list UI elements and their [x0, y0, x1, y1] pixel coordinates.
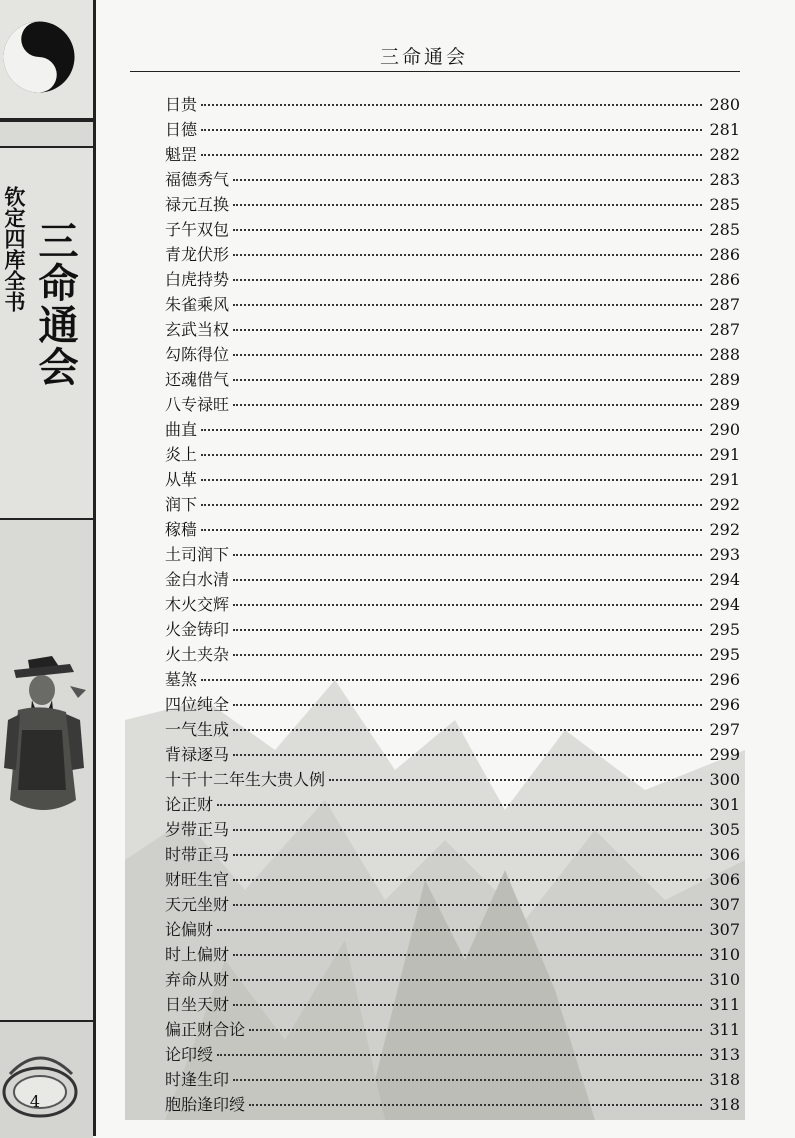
- toc-entry-title: 财旺生官: [165, 870, 230, 889]
- toc-entry-title: 稼穑: [165, 520, 198, 539]
- toc-entry-title: 墓煞: [165, 670, 198, 689]
- toc-leader-dots: [217, 1054, 702, 1056]
- series-title: 钦定四库全书: [2, 186, 27, 312]
- toc-leader-dots: [233, 354, 702, 356]
- toc-entry-title: 论正财: [165, 795, 214, 814]
- toc-entry-page: 280: [709, 95, 740, 114]
- toc-entry-page: 288: [709, 345, 740, 364]
- toc-leader-dots: [233, 329, 702, 331]
- ornament-icon: [0, 1022, 90, 1132]
- toc-leader-dots: [233, 879, 702, 881]
- toc-leader-dots: [233, 179, 702, 181]
- toc-entry-title: 润下: [165, 495, 198, 514]
- toc-entry-title: 火土夹杂: [165, 645, 230, 664]
- page-number: 4: [29, 1092, 41, 1111]
- toc-leader-dots: [233, 654, 702, 656]
- toc-entry[interactable]: [165, 817, 740, 842]
- toc-entry-page: 310: [709, 970, 740, 989]
- toc-entry[interactable]: [165, 442, 740, 467]
- spine-top-panel: [0, 0, 93, 122]
- toc-entry-title: 论印绶: [165, 1045, 214, 1064]
- toc-entry-page: 307: [709, 920, 740, 939]
- toc-entry-title: 日坐天财: [165, 995, 230, 1014]
- toc-entry-page: 295: [709, 645, 740, 664]
- toc-entry[interactable]: [165, 292, 740, 317]
- toc-entry-title: 一气生成: [165, 720, 230, 739]
- toc-entry-title: 四位纯全: [165, 695, 230, 714]
- toc-leader-dots: [233, 629, 702, 631]
- toc-leader-dots: [217, 804, 702, 806]
- toc-entry-page: 306: [709, 870, 740, 889]
- toc-entry[interactable]: [165, 367, 740, 392]
- toc-entry[interactable]: [165, 517, 740, 542]
- toc-leader-dots: [233, 254, 702, 256]
- toc-leader-dots: [201, 504, 702, 506]
- toc-entry-page: 282: [709, 145, 740, 164]
- toc-entry[interactable]: [165, 317, 740, 342]
- toc-entry[interactable]: [165, 942, 740, 967]
- toc-entry-title: 日德: [165, 120, 198, 139]
- toc-entry[interactable]: [165, 592, 740, 617]
- toc-entry[interactable]: [165, 642, 740, 667]
- toc-entry-title: 胞胎逢印绶: [165, 1095, 246, 1114]
- book-spine-panel: [0, 0, 96, 1136]
- toc-entry[interactable]: [165, 417, 740, 442]
- toc-entry-page: 297: [709, 720, 740, 739]
- toc-entry-title: 时逢生印: [165, 1070, 230, 1089]
- toc-leader-dots: [217, 929, 702, 931]
- toc-entry-page: 311: [709, 995, 740, 1014]
- toc-entry-page: 281: [709, 120, 740, 139]
- toc-entry-title: 木火交辉: [165, 595, 230, 614]
- toc-leader-dots: [201, 429, 702, 431]
- toc-entry-page: 289: [709, 370, 740, 389]
- toc-leader-dots: [233, 579, 702, 581]
- toc-entry-title: 背禄逐马: [165, 745, 230, 764]
- toc-entry-page: 313: [709, 1045, 740, 1064]
- toc-leader-dots: [233, 304, 702, 306]
- toc-entry-page: 306: [709, 845, 740, 864]
- toc-entry[interactable]: [165, 142, 740, 167]
- toc-leader-dots: [233, 854, 702, 856]
- toc-entry[interactable]: [165, 392, 740, 417]
- spine-book-title: 三命通会: [32, 220, 79, 388]
- toc-entry-title: 朱雀乘风: [165, 295, 230, 314]
- toc-entry-page: 287: [709, 295, 740, 314]
- toc-entry-page: 310: [709, 945, 740, 964]
- toc-entry-page: 289: [709, 395, 740, 414]
- toc-entry-title: 玄武当权: [165, 320, 230, 339]
- toc-entry[interactable]: [165, 617, 740, 642]
- toc-entry[interactable]: [165, 992, 740, 1017]
- toc-entry[interactable]: [165, 492, 740, 517]
- toc-entry[interactable]: [165, 842, 740, 867]
- running-header-title: 三命通会: [380, 46, 469, 68]
- toc-entry[interactable]: [165, 267, 740, 292]
- toc-entry[interactable]: [165, 92, 740, 117]
- toc-entry-title: 魁罡: [165, 145, 198, 164]
- toc-entry-page: 318: [709, 1070, 740, 1089]
- toc-leader-dots: [233, 704, 702, 706]
- toc-entry-page: 294: [709, 570, 740, 589]
- toc-entry-title: 从革: [165, 470, 198, 489]
- toc-entry[interactable]: [165, 1042, 740, 1067]
- toc-entry[interactable]: [165, 1067, 740, 1092]
- toc-entry-title: 福德秀气: [165, 170, 230, 189]
- toc-entry-title: 子午双包: [165, 220, 230, 239]
- toc-entry-page: 291: [709, 445, 740, 464]
- toc-leader-dots: [233, 379, 702, 381]
- toc-entry-page: 299: [709, 745, 740, 764]
- toc-entry-page: 285: [709, 220, 740, 239]
- toc-leader-dots: [201, 529, 702, 531]
- toc-entry-page: 301: [709, 795, 740, 814]
- toc-entry-title: 论偏财: [165, 920, 214, 939]
- toc-entry[interactable]: [165, 117, 740, 142]
- toc-entry-page: 290: [709, 420, 740, 439]
- toc-entry-title: 时上偏财: [165, 945, 230, 964]
- toc-entry[interactable]: [165, 242, 740, 267]
- toc-entry-page: 318: [709, 1095, 740, 1114]
- toc-leader-dots: [329, 779, 702, 781]
- toc-leader-dots: [201, 129, 702, 131]
- toc-leader-dots: [233, 604, 702, 606]
- toc-leader-dots: [233, 554, 702, 556]
- toc-entry-title: 青龙伏形: [165, 245, 230, 264]
- toc-entry-page: 296: [709, 670, 740, 689]
- toc-entry[interactable]: [165, 192, 740, 217]
- toc-leader-dots: [249, 1104, 702, 1106]
- toc-entry-title: 岁带正马: [165, 820, 230, 839]
- toc-leader-dots: [233, 979, 702, 981]
- toc-leader-dots: [201, 154, 702, 156]
- spine-bottom-panel: [0, 1020, 93, 1138]
- toc-entry[interactable]: [165, 892, 740, 917]
- toc-entry[interactable]: [165, 1017, 740, 1042]
- header-rule: [130, 71, 740, 72]
- toc-entry-title: 炎上: [165, 445, 198, 464]
- toc-entry-title: 曲直: [165, 420, 198, 439]
- toc-entry-title: 八专禄旺: [165, 395, 230, 414]
- toc-entry-page: 286: [709, 270, 740, 289]
- toc-entry[interactable]: [165, 467, 740, 492]
- toc-entry-page: 305: [709, 820, 740, 839]
- toc-entry[interactable]: [165, 342, 740, 367]
- toc-leader-dots: [233, 729, 702, 731]
- toc-entry[interactable]: [165, 717, 740, 742]
- toc-leader-dots: [233, 1004, 702, 1006]
- toc-entry-title: 金白水清: [165, 570, 230, 589]
- toc-entry-title: 还魂借气: [165, 370, 230, 389]
- toc-entry-page: 296: [709, 695, 740, 714]
- toc-entry[interactable]: [165, 967, 740, 992]
- toc-entry[interactable]: [165, 742, 740, 767]
- toc-entry-page: 311: [709, 1020, 740, 1039]
- toc-entry[interactable]: [165, 692, 740, 717]
- toc-entry-page: 293: [709, 545, 740, 564]
- toc-entry-page: 300: [709, 770, 740, 789]
- toc-entry-title: 火金铸印: [165, 620, 230, 639]
- toc-entry[interactable]: [165, 167, 740, 192]
- toc-leader-dots: [233, 754, 702, 756]
- toc-entry-title: 天元坐财: [165, 895, 230, 914]
- toc-leader-dots: [249, 1029, 702, 1031]
- toc-entry[interactable]: [165, 1092, 740, 1117]
- toc-entry[interactable]: [165, 917, 740, 942]
- toc-leader-dots: [233, 1079, 702, 1081]
- toc-entry-page: 307: [709, 895, 740, 914]
- toc-entry[interactable]: [165, 867, 740, 892]
- toc-entry-title: 时带正马: [165, 845, 230, 864]
- toc-entry-title: 勾陈得位: [165, 345, 230, 364]
- toc-leader-dots: [233, 404, 702, 406]
- toc-leader-dots: [201, 679, 702, 681]
- toc-entry-page: 283: [709, 170, 740, 189]
- toc-entry-page: 291: [709, 470, 740, 489]
- toc-entry-page: 292: [709, 520, 740, 539]
- toc-entry-page: 285: [709, 195, 740, 214]
- toc-entry[interactable]: [165, 542, 740, 567]
- taiji-icon: [2, 20, 76, 94]
- deity-figure-illustration: [0, 650, 90, 840]
- toc-entry[interactable]: [165, 567, 740, 592]
- toc-entry-page: 287: [709, 320, 740, 339]
- toc-entry-title: 土司润下: [165, 545, 230, 564]
- toc-leader-dots: [233, 204, 702, 206]
- toc-entry-title: 禄元互换: [165, 195, 230, 214]
- toc-entry-title: 弃命从财: [165, 970, 230, 989]
- toc-entry-page: 295: [709, 620, 740, 639]
- toc-leader-dots: [233, 954, 702, 956]
- toc-entry-page: 286: [709, 245, 740, 264]
- toc-entry[interactable]: [165, 667, 740, 692]
- toc-leader-dots: [201, 454, 702, 456]
- toc-leader-dots: [233, 904, 702, 906]
- toc-entry-page: 292: [709, 495, 740, 514]
- toc-entry[interactable]: [165, 217, 740, 242]
- toc-leader-dots: [201, 104, 702, 106]
- toc-entry[interactable]: [165, 792, 740, 817]
- table-of-contents: [165, 92, 740, 1117]
- toc-leader-dots: [233, 279, 702, 281]
- toc-leader-dots: [233, 829, 702, 831]
- toc-entry-title: 偏正财合论: [165, 1020, 246, 1039]
- toc-entry-title: 十干十二年生大贵人例: [165, 770, 326, 789]
- toc-entry-page: 294: [709, 595, 740, 614]
- toc-entry[interactable]: [165, 767, 740, 792]
- toc-entry-title: 白虎持势: [165, 270, 230, 289]
- toc-leader-dots: [233, 229, 702, 231]
- toc-entry-title: 日贵: [165, 95, 198, 114]
- toc-leader-dots: [201, 479, 702, 481]
